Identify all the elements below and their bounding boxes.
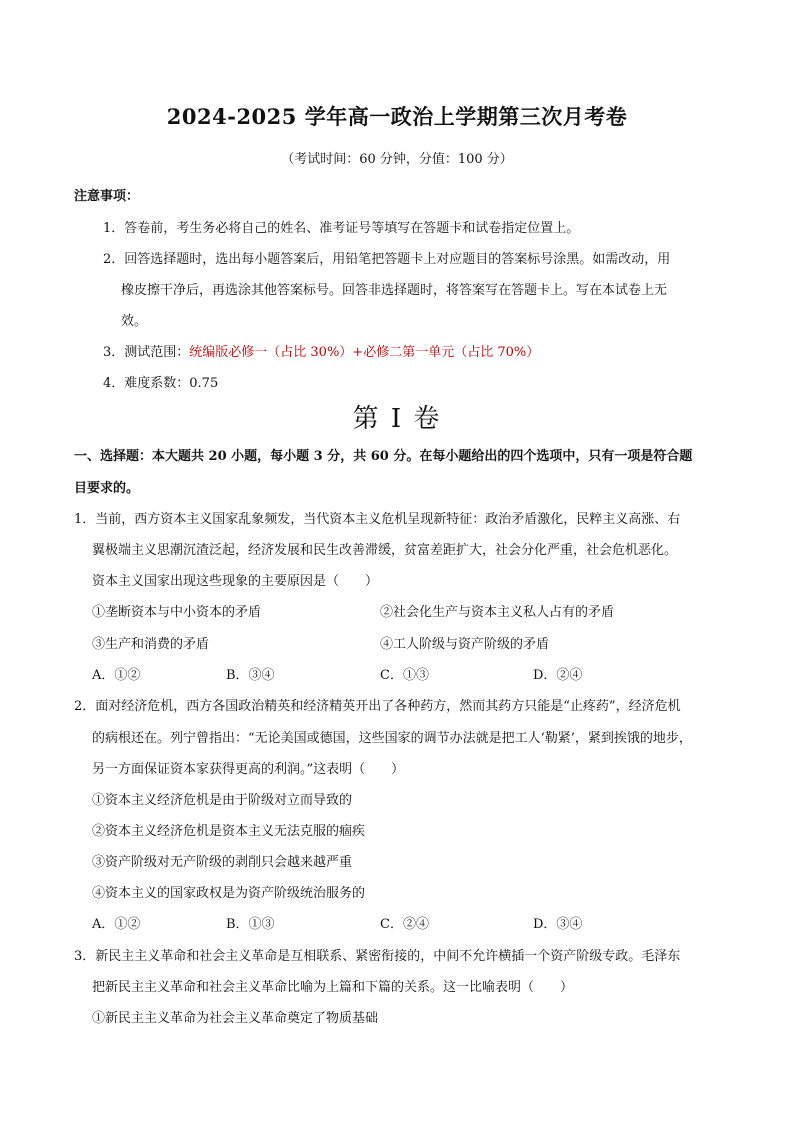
q3-stem-line1: 3．新民主主义革命和社会主义革命是互相联系、紧密衔接的，中间不允许横插一个资产阶级专政。毛泽东 <box>74 949 681 964</box>
q1-stem-line3: 资本主义国家出现这些现象的主要原因是（ ） <box>92 574 379 589</box>
notice-item-1: 1．答卷前，考生务必将自己的姓名、准考证号等填写在答题卡和试卷指定位置上。 <box>103 221 580 236</box>
q1-statement-4: ④工人阶级与资产阶级的矛盾 <box>380 637 550 652</box>
q1-option-b: B．③④ <box>226 668 275 683</box>
notice-item-2-line2: 橡皮擦干净后，再选涂其他答案标号。回答非选择题时，将答案写在答题卡上。写在本试卷上无 <box>121 283 668 298</box>
notice-item-3-prefix: 3．测试范围： <box>103 345 190 360</box>
q1-statement-2: ②社会化生产与资本主义私人占有的矛盾 <box>380 605 615 620</box>
q1-statement-3: ③生产和消费的矛盾 <box>92 637 210 652</box>
q1-option-a: A．①② <box>92 668 141 683</box>
test-scope: 统编版必修一（占比 30%）+必修二第一单元（占比 70%） <box>189 345 540 360</box>
q1-statement-1: ①垄断资本与中小资本的矛盾 <box>92 605 262 620</box>
q2-statement-4: ④资本主义的国家政权是为资产阶级统治服务的 <box>92 886 366 901</box>
q2-option-a: A．①② <box>92 917 141 932</box>
q1-option-c: C．①③ <box>380 668 429 683</box>
notice-item-2-line3: 效。 <box>121 314 148 329</box>
q3-statement-1: ①新民主主义革命为社会主义革命奠定了物质基础 <box>92 1011 379 1026</box>
notice-item-2-line1: 2．回答选择题时，选出每小题答案后，用铅笔把答题卡上对应题目的答案标号涂黑。如需改动，用 <box>103 252 671 267</box>
notice-heading: 注意事项： <box>74 189 140 204</box>
section-instruction-line1: 一、选择题：本大题共 20 小题，每小题 3 分，共 60 分。在每小题给出的四个选项中，只有一项是符合题 <box>74 449 693 464</box>
q1-stem-line2: 翼极端主义思潮沉渣泛起，经济发展和民生改善滞缓，贫富差距扩大，社会分化严重，社会危机恶化。 <box>92 543 678 558</box>
exam-info: （考试时间：60 分钟，分值：100 分） <box>281 152 513 167</box>
page-title: 2024-2025 学年高一政治上学期第三次月考卷 <box>166 104 628 129</box>
notice-item-4: 4．难度系数：0.75 <box>103 376 219 391</box>
q2-stem-line3: 另一方面保证资本家获得更高的利润。”这表明（ ） <box>92 762 405 777</box>
section-title: 第 I 卷 <box>352 404 442 434</box>
q2-option-d: D．③④ <box>533 917 583 932</box>
section-instruction-line2: 目要求的。 <box>74 481 140 496</box>
notice-item-3 <box>103 341 539 360</box>
q2-statement-2: ②资本主义经济危机是资本主义无法克服的痼疾 <box>92 824 366 839</box>
q2-stem-line1: 2．面对经济危机，西方各国政治精英和经济精英开出了各种药方，然而其药方只能是“止疼药”，经济危机 <box>74 699 681 714</box>
q2-statement-3: ③资产阶级对无产阶级的剥削只会越来越严重 <box>92 855 353 870</box>
q1-stem-line1: 1．当前，西方资本主义国家乱象频发，当代资本主义危机呈现新特征：政治矛盾激化，民粹主义高涨、右 <box>74 512 681 527</box>
q2-option-c: C．②④ <box>380 917 429 932</box>
q3-stem-line2: 把新民主主义革命和社会主义革命比喻为上篇和下篇的关系。这一比喻表明（ ） <box>92 980 574 995</box>
q1-option-d: D．②④ <box>533 668 583 683</box>
q2-stem-line2: 的病根还在。列宁曾指出：“无论美国或德国，这些国家的调节办法就是把工人‘勒紧’，紧到挨饿的地步， <box>92 731 692 746</box>
q2-option-b: B．①③ <box>226 917 275 932</box>
q2-statement-1: ①资本主义经济危机是由于阶级对立而导致的 <box>92 793 353 808</box>
